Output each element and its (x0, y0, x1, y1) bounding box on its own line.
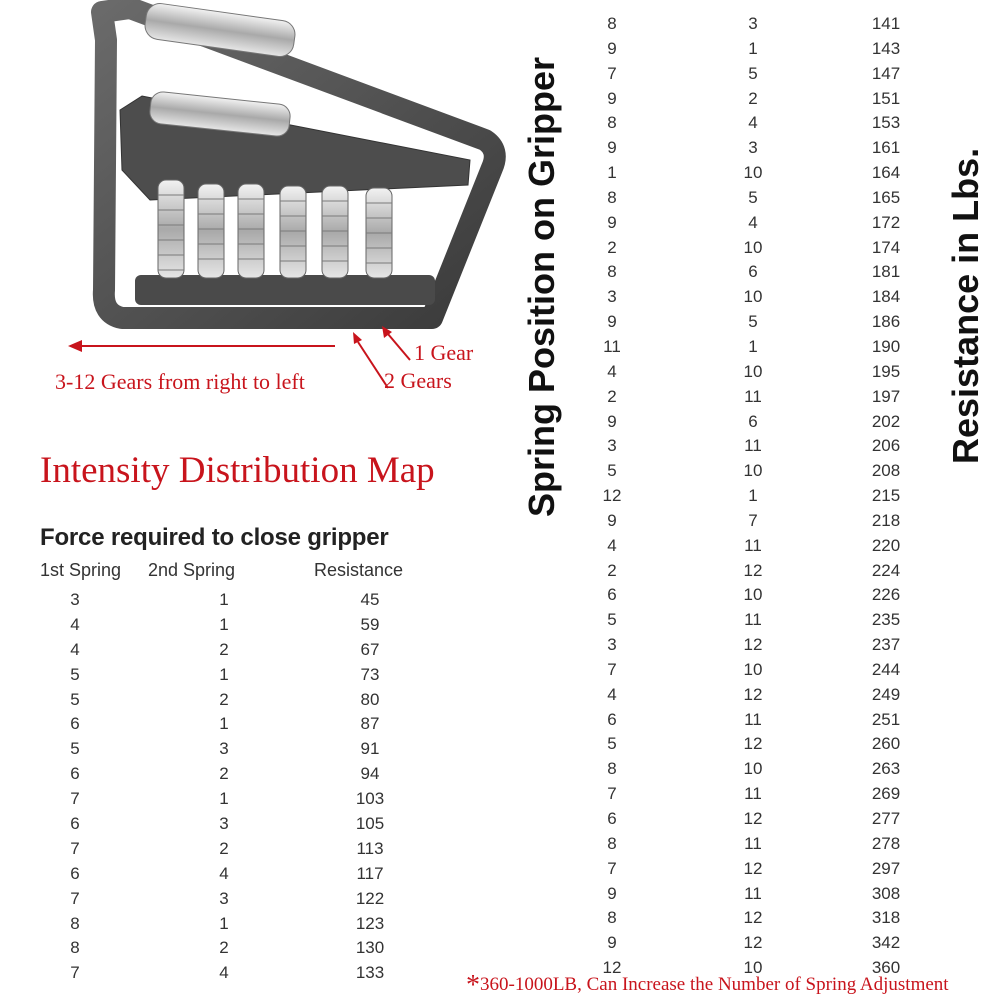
first-spring-cell: 9 (607, 212, 617, 232)
first-spring-cell: 7 (607, 63, 617, 83)
table-row (0, 213, 1001, 238)
resistance-cell: 269 (871, 784, 901, 804)
first-spring-cell: 4 (70, 614, 80, 634)
first-spring-cell: 5 (70, 739, 80, 759)
resistance-cell: 161 (871, 138, 901, 158)
table-row (0, 685, 1001, 710)
table-row (0, 511, 1001, 536)
second-spring-cell: 12 (743, 635, 763, 655)
first-spring-cell: 9 (607, 138, 617, 158)
second-spring-cell: 11 (744, 436, 762, 456)
second-spring-cell: 12 (743, 908, 763, 928)
first-spring-cell: 6 (70, 714, 80, 734)
first-spring-cell: 8 (607, 187, 617, 207)
first-spring-cell: 8 (607, 833, 617, 853)
resistance-cell: 308 (871, 883, 901, 903)
resistance-cell: 165 (871, 187, 901, 207)
resistance-cell: 202 (871, 411, 901, 431)
first-spring-cell: 4 (70, 639, 80, 659)
first-spring-cell: 4 (607, 361, 617, 381)
resistance-cell: 143 (871, 38, 901, 58)
second-spring-cell: 3 (748, 138, 758, 158)
second-spring-cell: 11 (744, 784, 762, 804)
resistance-cell: 278 (871, 833, 901, 853)
second-spring-cell: 10 (743, 585, 763, 605)
table-row (0, 39, 1001, 64)
resistance-cell: 260 (871, 734, 901, 754)
intensity-map-title: Intensity Distribution Map (40, 450, 435, 491)
resistance-cell: 45 (360, 590, 380, 609)
first-spring-cell: 9 (607, 510, 617, 530)
first-spring-cell: 12 (602, 486, 622, 506)
first-spring-cell: 7 (70, 838, 80, 858)
first-spring-cell: 8 (607, 908, 617, 928)
table-row (0, 734, 1001, 759)
first-spring-cell: 9 (607, 38, 617, 58)
resistance-cell: 87 (360, 714, 380, 734)
first-spring-cell: 9 (607, 933, 617, 953)
first-spring-cell: 3 (607, 635, 617, 655)
resistance-cell: 360 (871, 958, 901, 978)
resistance-cell: 174 (871, 237, 901, 257)
second-spring-cell: 6 (748, 262, 758, 282)
second-spring-cell: 1 (748, 336, 758, 356)
first-spring-cell: 6 (70, 863, 80, 883)
resistance-cell: 237 (871, 635, 901, 655)
resistance-cell: 164 (871, 163, 901, 183)
first-spring-cell: 8 (607, 759, 617, 779)
first-spring-cell: 6 (70, 814, 80, 834)
table-row (0, 412, 1001, 437)
second-spring-cell: 12 (743, 858, 763, 878)
resistance-cell: 215 (871, 486, 901, 506)
second-spring-cell: 10 (743, 759, 763, 779)
table-row (0, 163, 1001, 188)
table-row (0, 262, 1001, 287)
first-spring-cell: 7 (607, 858, 617, 878)
footnote-star: * (466, 970, 480, 1001)
table-row (0, 834, 1001, 859)
table-row (0, 809, 1001, 834)
first-spring-cell: 5 (607, 734, 617, 754)
second-spring-cell: 12 (743, 684, 763, 704)
gear-1-label: 1 Gear (414, 340, 474, 365)
first-spring-cell: 3 (607, 287, 617, 307)
resistance-cell: 220 (871, 535, 901, 555)
second-spring-cell: 1 (219, 614, 229, 634)
resistance-cell: 94 (360, 764, 380, 784)
second-spring-cell: 10 (743, 237, 763, 257)
resistance-cell: 244 (871, 659, 901, 679)
first-spring-cell: 6 (70, 764, 80, 784)
resistance-cell: 133 (355, 963, 385, 983)
second-spring-cell: 5 (748, 187, 758, 207)
second-spring-cell: 2 (748, 88, 758, 108)
table-row (0, 561, 1001, 586)
second-spring-cell: 11 (744, 833, 762, 853)
resistance-cell: 105 (355, 814, 385, 834)
first-spring-cell: 9 (607, 411, 617, 431)
resistance-cell: 197 (871, 386, 901, 406)
resistance-cell: 117 (356, 863, 384, 883)
first-spring-cell: 3 (70, 590, 80, 609)
resistance-cell: 186 (871, 312, 901, 332)
table-row (0, 486, 1001, 511)
table-row (0, 387, 1001, 412)
first-spring-cell: 7 (70, 789, 80, 809)
second-spring-cell: 1 (748, 38, 758, 58)
table-row (0, 784, 1001, 809)
resistance-cell: 123 (355, 913, 385, 933)
resistance-cell: 103 (355, 789, 385, 809)
table-row (0, 660, 1001, 685)
first-spring-cell: 7 (70, 963, 80, 983)
second-spring-cell: 4 (748, 113, 758, 133)
gears-3-12-label: 3-12 Gears from right to left (55, 369, 305, 394)
table-row (0, 759, 1001, 784)
footnote (466, 970, 949, 1002)
second-spring-cell: 11 (744, 535, 762, 555)
second-spring-cell: 2 (219, 689, 229, 709)
resistance-cell: 151 (871, 88, 901, 108)
table-row (0, 610, 1001, 635)
second-spring-cell: 3 (748, 14, 758, 33)
table-row (0, 337, 1001, 362)
resistance-lbs-label: Resistance in Lbs. (945, 147, 986, 464)
second-spring-cell: 10 (743, 163, 763, 183)
resistance-cell: 190 (871, 336, 901, 356)
second-spring-cell: 10 (743, 287, 763, 307)
second-spring-cell: 3 (219, 739, 229, 759)
second-spring-cell: 2 (219, 938, 229, 958)
second-spring-cell: 2 (219, 639, 229, 659)
resistance-cell: 122 (355, 888, 385, 908)
resistance-cell: 342 (871, 933, 901, 953)
first-spring-cell: 11 (603, 336, 621, 356)
resistance-cell: 153 (871, 113, 901, 133)
first-spring-cell: 6 (607, 809, 617, 828)
table-row (0, 461, 1001, 486)
second-spring-cell: 11 (744, 883, 762, 903)
resistance-cell: 172 (871, 212, 901, 232)
second-spring-cell: 12 (743, 933, 763, 953)
resistance-cell: 224 (871, 560, 901, 580)
first-spring-cell: 8 (607, 113, 617, 133)
first-spring-cell: 2 (607, 560, 617, 580)
second-spring-cell: 5 (748, 63, 758, 83)
second-spring-cell: 1 (219, 913, 229, 933)
resistance-cell: 297 (871, 858, 901, 878)
second-spring-cell: 6 (748, 411, 758, 431)
first-spring-cell: 12 (602, 958, 622, 978)
resistance-cell: 263 (871, 759, 901, 779)
second-spring-cell: 11 (744, 386, 762, 406)
resistance-cell: 249 (871, 684, 901, 704)
first-spring-cell: 7 (607, 784, 617, 804)
first-spring-cell: 7 (607, 659, 617, 679)
gears-2-label: 2 Gears (384, 368, 452, 393)
first-spring-cell: 2 (607, 237, 617, 257)
first-spring-cell: 9 (607, 312, 617, 332)
second-spring-cell: 1 (219, 714, 229, 734)
second-spring-cell: 2 (219, 764, 229, 784)
second-spring-cell: 3 (219, 888, 229, 908)
table-row (0, 908, 1001, 933)
resistance-cell: 91 (360, 739, 380, 759)
second-spring-cell: 2 (219, 838, 229, 858)
first-spring-cell: 8 (607, 14, 617, 33)
table-row (0, 436, 1001, 461)
resistance-cell: 318 (871, 908, 901, 928)
table-row (0, 14, 1001, 39)
resistance-cell: 226 (871, 585, 901, 605)
second-spring-cell: 11 (744, 610, 762, 630)
first-spring-cell: 5 (70, 689, 80, 709)
right-resistance-table (0, 14, 1001, 983)
first-spring-cell: 7 (70, 888, 80, 908)
second-spring-cell: 12 (743, 560, 763, 580)
resistance-cell: 235 (871, 610, 901, 630)
first-spring-cell: 8 (70, 938, 80, 958)
second-spring-cell: 1 (219, 590, 229, 609)
resistance-cell: 277 (871, 809, 901, 828)
second-spring-cell: 12 (743, 809, 763, 828)
resistance-cell: 181 (871, 262, 901, 282)
resistance-cell: 113 (356, 838, 384, 858)
table-row (0, 287, 1001, 312)
resistance-cell: 80 (360, 689, 380, 709)
second-spring-cell: 4 (748, 212, 758, 232)
first-spring-cell: 6 (607, 585, 617, 605)
first-spring-cell: 1 (607, 163, 617, 183)
resistance-cell: 195 (871, 361, 901, 381)
force-table-title: Force required to close gripper (40, 524, 389, 551)
table-row (0, 238, 1001, 263)
first-spring-cell: 5 (607, 461, 617, 481)
first-spring-cell: 2 (607, 386, 617, 406)
first-spring-cell: 5 (70, 664, 80, 684)
first-spring-cell: 9 (607, 883, 617, 903)
header-2nd-spring: 2nd Spring (148, 560, 236, 580)
first-spring-cell: 9 (607, 88, 617, 108)
table-row (0, 362, 1001, 387)
resistance-cell: 218 (871, 510, 901, 530)
table-row (0, 933, 1001, 958)
resistance-cell: 73 (360, 664, 380, 684)
header-1st-spring: 1st Spring (40, 560, 122, 580)
table-row (0, 859, 1001, 884)
second-spring-cell: 5 (748, 312, 758, 332)
resistance-cell: 147 (871, 63, 901, 83)
second-spring-cell: 4 (219, 963, 229, 983)
first-spring-cell: 4 (607, 684, 617, 704)
table-row (0, 635, 1001, 660)
resistance-cell: 67 (360, 639, 380, 659)
table-row (0, 138, 1001, 163)
header-resistance: Resistance (314, 560, 404, 580)
table-row (0, 113, 1001, 138)
spring-position-label: Spring Position on Gripper (521, 56, 562, 517)
second-spring-cell: 10 (743, 461, 763, 481)
first-spring-cell: 5 (607, 610, 617, 630)
table-row (0, 312, 1001, 337)
table-row (0, 710, 1001, 735)
second-spring-cell: 10 (743, 958, 763, 978)
table-row (0, 536, 1001, 561)
table-row (0, 188, 1001, 213)
first-spring-cell: 8 (607, 262, 617, 282)
resistance-cell: 141 (871, 14, 901, 33)
table-row (0, 585, 1001, 610)
second-spring-cell: 1 (219, 789, 229, 809)
table-row (0, 884, 1001, 909)
footnote-text: 360-1000LB, Can Increase the Number of Spring Adjustment (480, 974, 949, 995)
second-spring-cell: 7 (748, 510, 758, 530)
second-spring-cell: 4 (219, 863, 229, 883)
second-spring-cell: 1 (748, 486, 758, 506)
resistance-cell: 208 (871, 461, 901, 481)
first-spring-cell: 4 (607, 535, 617, 555)
resistance-cell: 251 (871, 709, 901, 729)
second-spring-cell: 3 (219, 814, 229, 834)
resistance-cell: 59 (360, 614, 380, 634)
resistance-cell: 206 (871, 436, 901, 456)
second-spring-cell: 10 (743, 361, 763, 381)
resistance-cell: 184 (871, 287, 901, 307)
resistance-cell: 130 (355, 938, 385, 958)
table-row (0, 64, 1001, 89)
first-spring-cell: 8 (70, 913, 80, 933)
second-spring-cell: 1 (219, 664, 229, 684)
first-spring-cell: 3 (607, 436, 617, 456)
first-spring-cell: 6 (607, 709, 617, 729)
table-row (0, 89, 1001, 114)
second-spring-cell: 11 (744, 709, 762, 729)
second-spring-cell: 10 (743, 659, 763, 679)
second-spring-cell: 12 (743, 734, 763, 754)
